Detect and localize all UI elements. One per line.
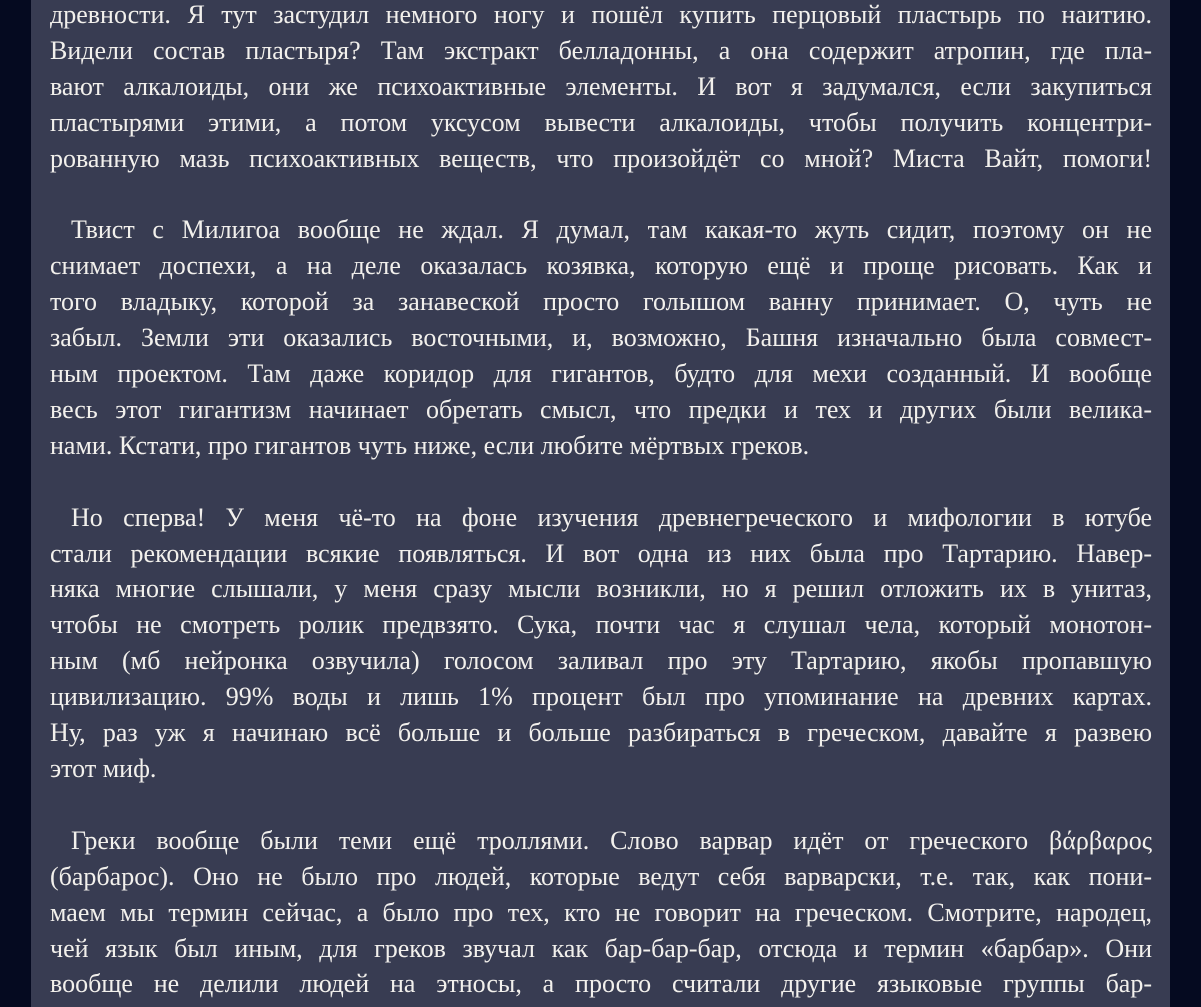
article-body [50, 0, 1152, 1007]
text-line: вообще не делили людей на этносы, а просто считали другие языковые группы бар- [50, 969, 1152, 999]
text-line: пластырями этими, а потом уксусом вывести алкалоиды, чтобы получить концентри- [50, 107, 1152, 137]
text-line: Греки вообще были теми ещё троллями. Слово варвар идёт от греческого βάρβαρος [71, 825, 1152, 855]
paragraph-2 [50, 212, 1152, 463]
text-line: снимает доспехи, а на деле оказалась козявка, которую ещё и проще рисовать. Как и [50, 251, 1152, 281]
text-line: ным (мб нейронка озвучила) голосом заливал про эту Тартарию, якобы пропавшую [50, 646, 1152, 676]
text-line: стали рекомендации всякие появляться. И вот одна из них была про Тартарию. Навер- [50, 538, 1152, 568]
text-line: Ну, раз уж я начинаю всё больше и больше разбираться в греческом, давайте я развею [50, 718, 1152, 748]
text-line: ным проектом. Там даже коридор для гигантов, будто для мехи созданный. И вообще [50, 359, 1152, 389]
paragraph-4 [50, 823, 1152, 1003]
text-line: рованную мазь психоактивных веществ, что произойдёт со мной? Миста Вайт, помоги! [50, 143, 1152, 173]
text-line: этот миф. [50, 754, 157, 783]
text-line: маем мы термин сейчас, а было про тех, кто не говорит на греческом. Смотрите, народец, [50, 897, 1152, 927]
text-line: вают алкалоиды, они же психоактивные элементы. И вот я задумался, если закупиться [50, 71, 1152, 101]
text-line: чтобы не смотреть ролик предвзято. Сука, почти час я слушал чела, который монотон- [50, 610, 1152, 640]
text-line: Но сперва! У меня чё-то на фоне изучения древнегреческого и мифологии в ютубе [71, 502, 1152, 532]
text-line: забыл. Земли эти оказались восточными, и, возможно, Башня изначально была совмест- [50, 323, 1152, 353]
text-line: древности. Я тут застудил немного ногу и пошёл купить перцовый пластырь по наитию. [50, 0, 1152, 29]
text-line: цивилизацию. 99% воды и лишь 1% процент был про упоминание на древних картах. [50, 682, 1152, 712]
paragraph-3 [50, 500, 1152, 787]
text-line: (барбарос). Оно не было про людей, которые ведут себя варварски, т.е. так, как пони- [50, 861, 1152, 891]
paragraph-1 [50, 0, 1152, 177]
text-line: Твист с Милигоа вообще не ждал. Я думал, там какая-то жуть сидит, поэтому он не [71, 215, 1152, 245]
text-line: весь этот гигантизм начинает обретать смысл, что предки и тех и других были велика- [50, 394, 1152, 424]
text-line: нами. Кстати, про гигантов чуть ниже, если любите мёртвых греков. [50, 430, 810, 460]
text-line: няка многие слышали, у меня сразу мысли возникли, но я решил отложить их в унитаз, [50, 574, 1152, 604]
text-line: Видели состав пластыря? Там экстракт белладонны, а она содержит атропин, где пла- [50, 35, 1152, 65]
text-line: чей язык был иным, для греков звучал как бар-бар-бар, отсюда и термин «барбар». Они [50, 933, 1152, 963]
text-line: того владыку, которой за занавеской просто голышом ванну принимает. О, чуть не [50, 287, 1152, 317]
article-panel [31, 0, 1170, 1007]
